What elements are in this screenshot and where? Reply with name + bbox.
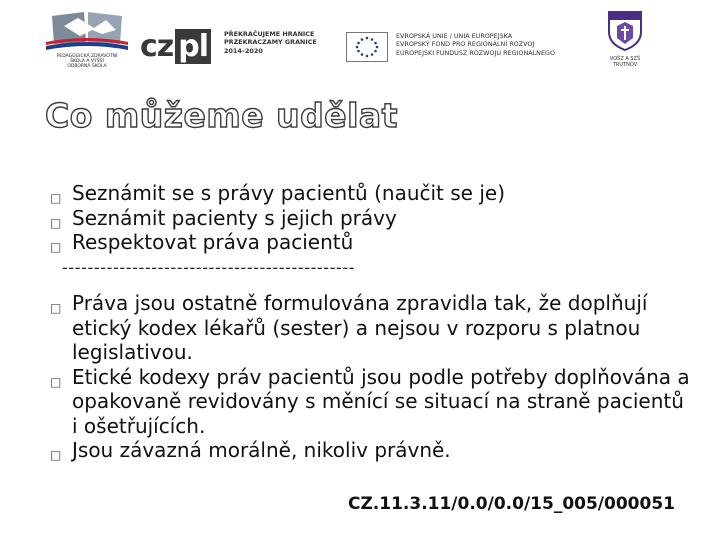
ped-line-1: PEDAGOGICKÁ ZDRAVOTNÍ: [56, 54, 118, 59]
school-crest-logo: [600, 8, 650, 72]
czpl-logo: [140, 26, 330, 66]
czpl-line-3: 2014–2020: [224, 46, 263, 55]
dashed-separator: ----------------------------------------------: [62, 258, 356, 277]
list-item: [50, 291, 690, 365]
school-line-1: VOŠZ A SZŠ: [609, 56, 641, 62]
bullet-box-icon: □: [50, 448, 62, 462]
list-item-text: Etické kodexy práv pacientů jsou podle potřeby doplňována a opakovaně revidovány s měnící se situací na straně pacientů i ošetřujících.: [72, 364, 690, 438]
bullet-box-icon: □: [50, 191, 62, 205]
list-item: [50, 230, 690, 255]
ped-line-2: ŠKOLA A VYŠŠÍ: [70, 59, 104, 64]
list-item-text: Jsou závazná morálně, nikoliv právně.: [72, 438, 451, 462]
bullet-box-icon: □: [50, 301, 62, 315]
czpl-line-1: PŘEKRAČUJEME HRANICE: [224, 30, 315, 38]
ped-line-3: ODBORNÁ ŠKOLA: [67, 64, 107, 69]
bullet-list-top: [50, 181, 690, 255]
list-item-text: Seznámit pacienty s jejich právy: [72, 205, 397, 230]
bullet-box-icon: □: [50, 240, 62, 254]
eu-line-3: EUROPEJSKI FUNDUSZ ROZWOJU REGIONALNEGO: [396, 48, 555, 57]
pedagogical-school-logo: [42, 8, 132, 74]
logo-bar: [0, 0, 720, 82]
bullet-list-bottom: [50, 291, 690, 463]
list-item: [50, 365, 690, 439]
czpl-mark-cz: cz: [140, 29, 174, 64]
page-title: Co můžeme udělat: [45, 96, 398, 135]
list-item-text: Práva jsou ostatně formulována zpravidla tak, že doplňují etický kodex lékařů (sester) a nejsou v rozporu s platnou legislativou.: [72, 291, 648, 364]
school-crest-icon: [603, 8, 647, 52]
czpl-line-2: PRZEKRACZAMY GRANICE: [224, 38, 317, 47]
eu-flag-icon: [346, 32, 388, 62]
czpl-mark-pl: pl: [175, 29, 211, 64]
bullet-box-icon: □: [50, 215, 62, 230]
eu-line-2: EVROPSKÝ FOND PRO REGIONÁLNÍ ROZVOJ: [396, 40, 535, 49]
project-code: CZ.11.3.11/0.0/0.0/15_005/000051: [347, 494, 675, 514]
eu-line-1: EVROPSKÁ UNIE / UNIA EUROPEJSKA: [396, 32, 513, 40]
list-item: [50, 438, 690, 463]
list-item-text: Seznámit se s právy pacientů (naučit se je): [72, 181, 505, 205]
eu-logo: [346, 30, 586, 70]
bullet-box-icon: □: [50, 374, 62, 389]
school-book-logo-icon: [42, 8, 132, 52]
list-item-text: Respektovat práva pacientů: [72, 230, 354, 254]
school-line-2: TRUTNOV: [612, 62, 638, 68]
czpl-mark: [140, 29, 211, 64]
list-item: [50, 181, 690, 206]
list-item: [50, 206, 690, 231]
